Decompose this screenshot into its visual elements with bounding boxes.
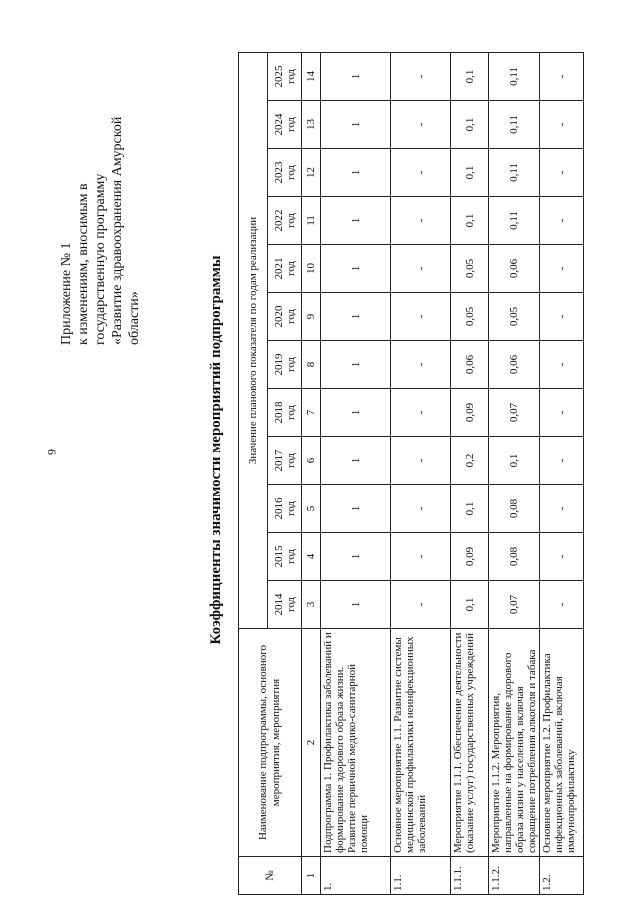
row-value: 1 [321,149,391,197]
column-number: 12 [302,149,321,197]
table-row [451,52,489,894]
column-number: 11 [302,197,321,245]
row-value: 1 [321,101,391,149]
row-value: - [391,341,451,389]
column-number: 9 [302,293,321,341]
row-value: - [391,52,451,100]
column-number: 6 [302,437,321,485]
row-value: 0,07 [489,581,540,629]
row-value: 0,2 [451,437,489,485]
row-number: 1.1. [391,857,451,895]
row-value: 1 [321,389,391,437]
year-header-2024: 2024 год [268,101,302,149]
row-value: 0,1 [451,485,489,533]
table-row [321,52,391,894]
row-value: - [540,389,584,437]
row-value: - [391,149,451,197]
row-value: 0,11 [489,101,540,149]
row-value: - [540,245,584,293]
row-value: 0,1 [451,581,489,629]
column-number: 3 [302,581,321,629]
row-value: 0,09 [451,533,489,581]
row-name: Подпрограмма 1. Профилактика заболеваний и формирование здорового образа жизни. Развитие первичной медико-санитарной помощи [321,629,391,857]
year-header-2017: 2017 год [268,437,302,485]
row-value: - [540,581,584,629]
appendix-line: государственную программу [93,173,108,345]
row-value: 1 [321,533,391,581]
row-value: - [540,101,584,149]
row-value: 0,05 [451,293,489,341]
row-value: 0,1 [451,52,489,100]
page-number: 9 [44,449,59,455]
year-header-2020: 2020 год [268,293,302,341]
table-row [391,52,451,894]
row-value: 0,05 [489,293,540,341]
row-value: - [540,533,584,581]
row-name: Основное мероприятие 1.2. Профилактика инфекционных заболеваний, включая иммунопрофилактику [540,629,584,857]
row-value: 0,1 [451,197,489,245]
column-number: 13 [302,101,321,149]
row-number: 1.1.1. [451,857,489,895]
row-name: Мероприятие 1.1.2. Мероприятия, направленные на формирование здорового образа жизни у населения, включая сокращение потребления алкоголя и табака [489,629,540,857]
row-value: - [391,485,451,533]
row-number: 1.2. [540,857,584,895]
row-value: - [540,293,584,341]
row-value: 0,05 [451,245,489,293]
row-value: 1 [321,293,391,341]
row-value: 0,11 [489,52,540,100]
row-value: 0,11 [489,149,540,197]
row-value: 0,1 [489,437,540,485]
row-value: - [391,245,451,293]
column-number: 5 [302,485,321,533]
row-value: - [540,52,584,100]
row-number: 1.1.2. [489,857,540,895]
row-value: 0,09 [451,389,489,437]
column-number: 8 [302,341,321,389]
row-value: - [391,293,451,341]
row-value: - [540,197,584,245]
row-name: Основное мероприятие 1.1. Развитие системы медицинской профилактики неинфекционных заболеваний [391,629,451,857]
appendix-line: к изменениям, вносимым в [76,183,91,345]
row-value: 0,11 [489,197,540,245]
row-value: 1 [321,485,391,533]
coefficients-table [238,52,584,895]
year-header-2015: 2015 год [268,533,302,581]
row-value: 0,07 [489,389,540,437]
row-value: - [540,341,584,389]
row-value: 1 [321,341,391,389]
row-value: - [391,197,451,245]
year-header-2019: 2019 год [268,341,302,389]
row-value: 1 [321,437,391,485]
row-value: 1 [321,52,391,100]
year-header-2021: 2021 год [268,245,302,293]
column-number: 2 [302,629,321,857]
row-value: - [540,485,584,533]
row-value: - [391,389,451,437]
row-value: - [391,581,451,629]
document-title: Коэффициенты значимости мероприятий подпрограммы [208,255,224,645]
row-value: - [540,149,584,197]
row-value: 0,06 [451,341,489,389]
table-row [489,52,540,894]
row-value: 0,1 [451,149,489,197]
row-value: - [540,437,584,485]
year-header-2023: 2023 год [268,149,302,197]
row-number: 1. [321,857,391,895]
row-value: 0,06 [489,245,540,293]
year-header-2016: 2016 год [268,485,302,533]
column-number: 1 [302,857,321,895]
appendix-note [58,25,143,345]
header-name: Наименование подпрограммы, основного мероприятия, мероприятия [239,629,302,857]
column-number: 4 [302,533,321,581]
column-number: 14 [302,52,321,100]
year-header-2025: 2025 год [268,52,302,100]
row-value: 0,1 [451,101,489,149]
row-value: - [391,101,451,149]
row-value: 0,08 [489,485,540,533]
column-number: 10 [302,245,321,293]
column-number: 7 [302,389,321,437]
appendix-line: области» [127,291,142,345]
appendix-line: Приложение № 1 [59,242,74,345]
header-number: № [239,857,302,895]
year-header-2022: 2022 год [268,197,302,245]
header-plan-values: Значение планового показателя по годам реализации [239,52,268,628]
row-value: - [391,533,451,581]
appendix-line: «Развитие здравоохранения Амурской [110,116,125,345]
row-name: Мероприятие 1.1.1. Обеспечение деятельности (оказание услуг) государственных учреждений [451,629,489,857]
row-value: 0,08 [489,533,540,581]
year-header-2014: 2014 год [268,581,302,629]
row-value: 1 [321,197,391,245]
table-row [540,52,584,894]
year-header-2018: 2018 год [268,389,302,437]
row-value: 1 [321,245,391,293]
row-value: 1 [321,581,391,629]
row-value: 0,06 [489,341,540,389]
row-value: - [391,437,451,485]
